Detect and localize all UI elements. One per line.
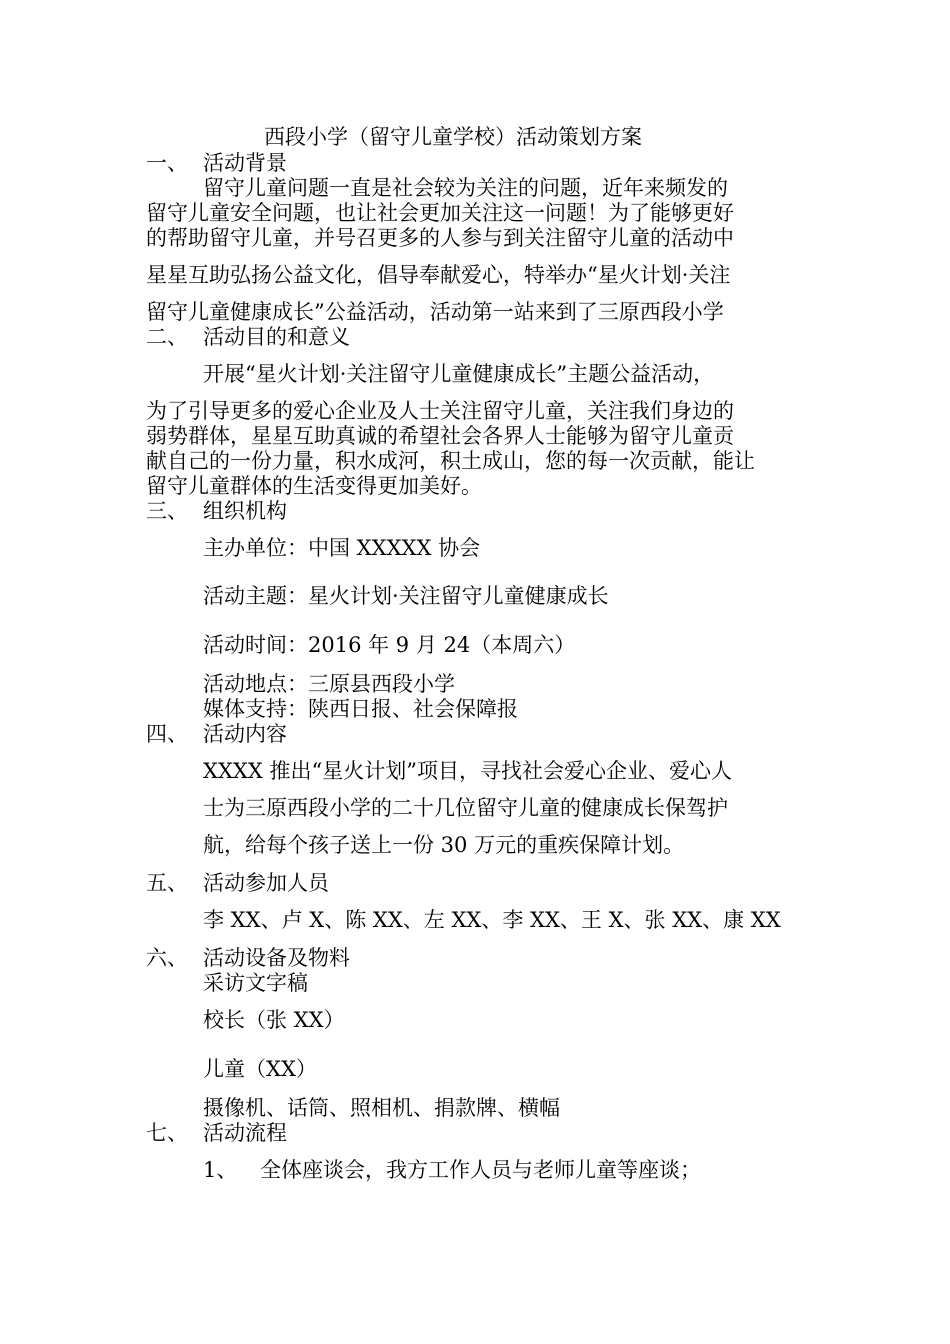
paragraph-line: 留守儿童群体的生活变得更加美好。 <box>146 474 482 498</box>
section-heading: 活动内容 <box>203 722 287 746</box>
material-item: 摄像机、话筒、照相机、捐款牌、横幅 <box>203 1096 560 1120</box>
paragraph-line: 为了引导更多的爱心企业及人士关注留守儿童，关注我们身边的 <box>146 399 734 423</box>
section-number: 四、 <box>146 722 188 746</box>
org-item: 媒体支持：陕西日报、社会保障报 <box>203 697 518 721</box>
paragraph-line: 弱势群体，星星互助真诚的希望社会各界人士能够为留守儿童贡 <box>146 424 734 448</box>
material-item: 采访文字稿 <box>203 971 308 995</box>
paragraph-line: 献自己的一份力量，积水成河，积土成山，您的每一次贡献，能让 <box>146 449 755 473</box>
org-item: 活动时间：2016 年 9 月 24（本周六） <box>203 633 576 657</box>
section-heading: 活动参加人员 <box>203 871 329 895</box>
participants-line: 李 XX、卢 X、陈 XX、左 XX、李 XX、王 X、张 XX、康 XX <box>203 908 781 932</box>
section-heading: 活动背景 <box>203 151 287 175</box>
paragraph-line: XXXX 推出“星火计划”项目，寻找社会爱心企业、爱心人 <box>203 759 732 783</box>
section-number: 三、 <box>146 499 188 523</box>
paragraph-line: 留守儿童安全问题，也让社会更加关注这一问题！为了能够更好 <box>146 201 734 225</box>
section-number: 一、 <box>146 151 188 175</box>
section-heading: 活动目的和意义 <box>203 325 350 349</box>
paragraph-line: 士为三原西段小学的二十几位留守儿童的健康成长保驾护 <box>203 796 728 820</box>
paragraph-line: 的帮助留守儿童，并号召更多的人参与到关注留守儿童的活动中 <box>146 226 734 250</box>
section-number: 七、 <box>146 1121 188 1145</box>
section-heading: 组织机构 <box>203 499 287 523</box>
list-item-number: 1、 <box>203 1158 238 1182</box>
section-number: 二、 <box>146 325 188 349</box>
section-number: 五、 <box>146 871 188 895</box>
section-heading: 活动流程 <box>203 1121 287 1145</box>
paragraph-line: 航，给每个孩子送上一份 30 万元的重疾保障计划。 <box>203 833 685 857</box>
section-number: 六、 <box>146 946 188 970</box>
paragraph-line: 星星互助弘扬公益文化，倡导奉献爱心，特举办“星火计划·关注 <box>146 263 731 287</box>
paragraph-line: 留守儿童问题一直是社会较为关注的问题，近年来频发的 <box>203 176 728 200</box>
list-item-text: 全体座谈会，我方工作人员与老师儿童等座谈； <box>260 1158 701 1182</box>
document-title: 西段小学（留守儿童学校）活动策划方案 <box>264 125 642 149</box>
org-item: 活动地点：三原县西段小学 <box>203 672 455 696</box>
paragraph-line: 留守儿童健康成长”公益活动，活动第一站来到了三原西段小学 <box>146 300 724 324</box>
material-item: 儿童（XX） <box>203 1057 317 1081</box>
paragraph-line: 开展“星火计划·关注留守儿童健康成长”主题公益活动， <box>203 362 715 386</box>
section-heading: 活动设备及物料 <box>203 946 350 970</box>
org-item: 主办单位：中国 XXXXX 协会 <box>203 536 481 560</box>
org-item: 活动主题：星火计划·关注留守儿童健康成长 <box>203 584 609 608</box>
material-item: 校长（张 XX） <box>203 1008 345 1032</box>
